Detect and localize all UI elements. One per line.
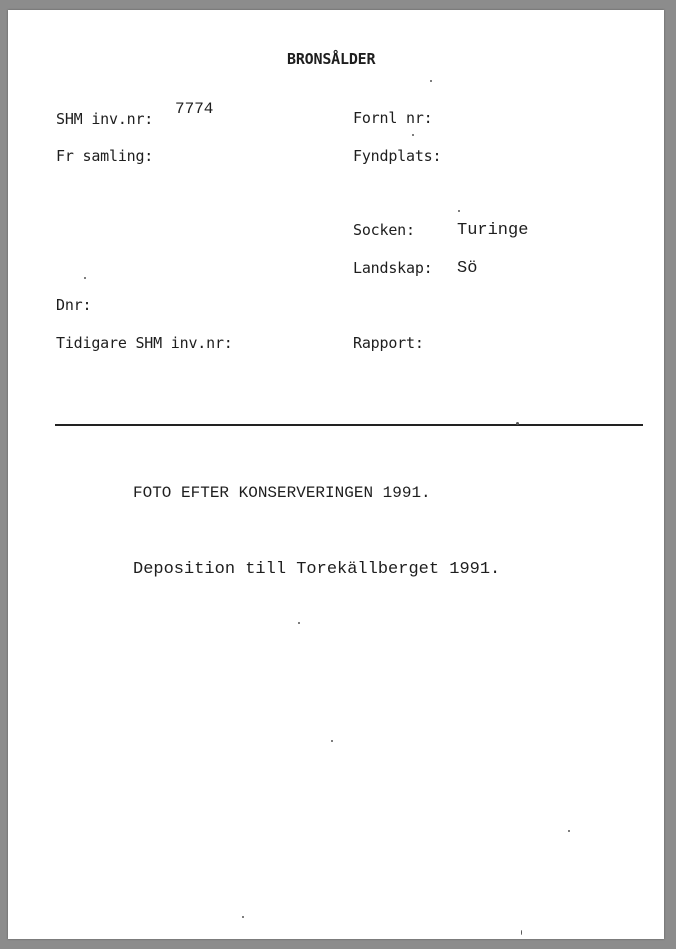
paper-speck [458, 210, 460, 212]
shm-inv-nr-label: SHM inv.nr: [56, 110, 154, 128]
tidigare-shm-label: Tidigare SHM inv.nr: [56, 334, 233, 352]
shm-inv-nr-value: 7774 [175, 100, 214, 118]
catalog-card [8, 10, 664, 939]
paper-speck [521, 930, 522, 935]
paper-speck [412, 134, 414, 136]
paper-speck [331, 740, 333, 742]
rapport-label: Rapport: [353, 334, 424, 352]
divider-line [55, 424, 643, 426]
note-line-1: FOTO EFTER KONSERVERINGEN 1991. [133, 484, 431, 502]
socken-label: Socken: [353, 221, 415, 239]
landskap-label: Landskap: [353, 259, 433, 277]
fyndplats-label: Fyndplats: [353, 147, 442, 165]
paper-speck [84, 277, 86, 279]
fr-samling-label: Fr samling: [56, 147, 154, 165]
note-line-2: Deposition till Torekällberget 1991. [133, 560, 501, 579]
landskap-value: Sö [457, 259, 478, 278]
paper-speck [298, 622, 300, 624]
paper-speck [430, 80, 432, 82]
socken-value: Turinge [457, 221, 529, 240]
dnr-label: Dnr: [56, 296, 92, 314]
card-title: BRONSÅLDER [287, 50, 376, 68]
paper-speck [516, 422, 519, 425]
paper-speck [242, 916, 244, 918]
paper-speck [568, 830, 570, 832]
fornl-nr-label: Fornl nr: [353, 109, 433, 127]
